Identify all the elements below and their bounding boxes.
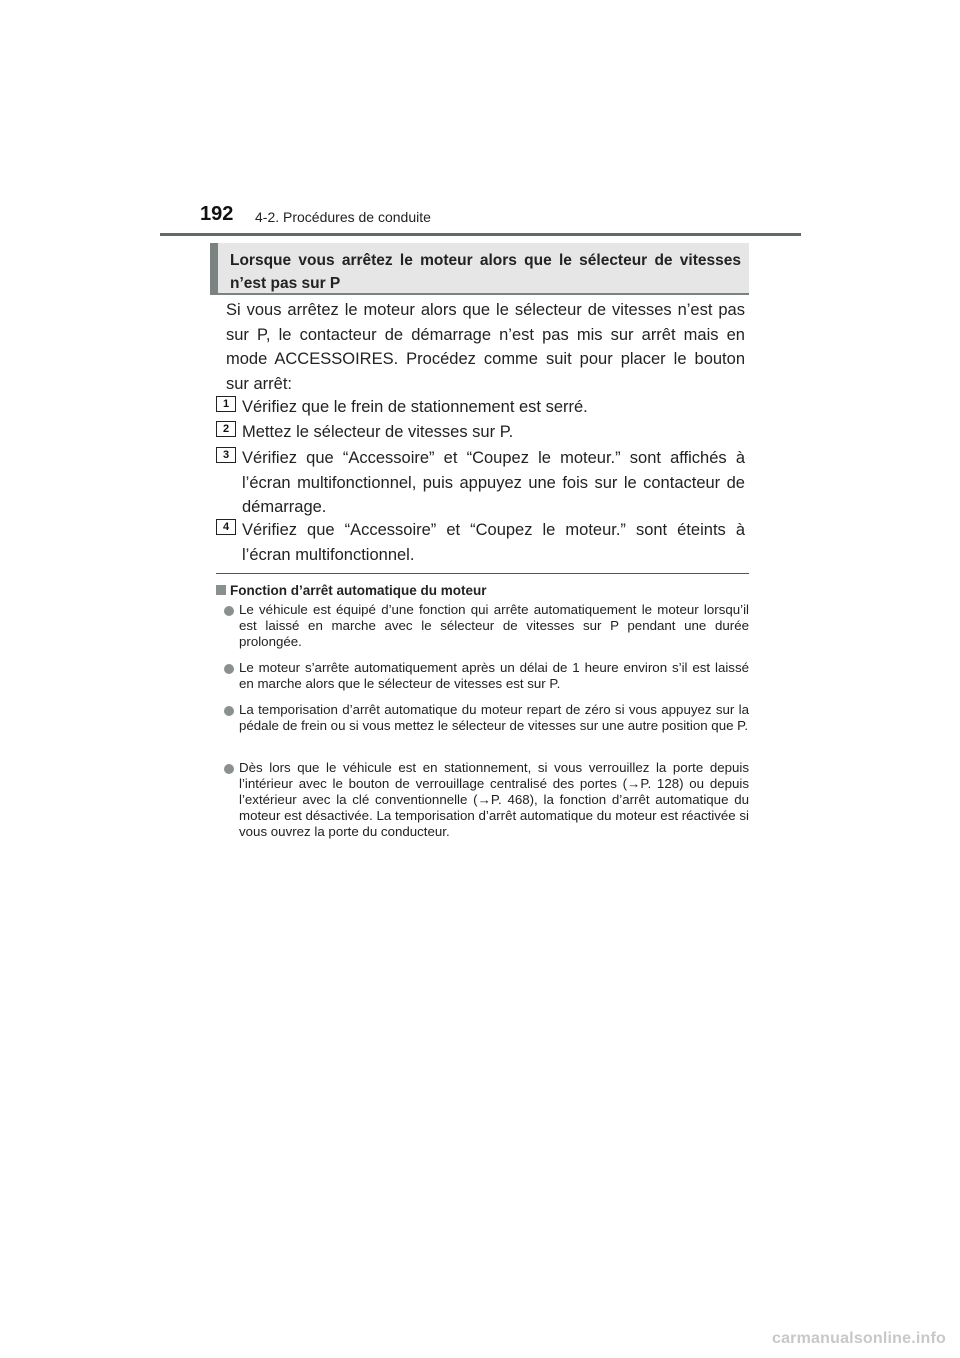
step-number-badge: 4: [216, 519, 236, 535]
bullet-icon: [224, 606, 234, 616]
note-text: Dès lors que le véhicule est en stationnement, si vous verrouillez la porte depuis l’intérieur avec le bouton de verrouillage centralisé des portes (→P. 128) ou depuis l’extérieur avec la clé conventionnelle (→P. 468), la fonction d’arrêt automatique du moteur est désactivée. La temporisation d’arrêt automatique du moteur est réactivée si vous ouvrez la porte du conducteur.: [239, 760, 749, 839]
section-title: Lorsque vous arrêtez le moteur alors que le sélecteur de vitesses n’est pas sur P: [230, 252, 741, 292]
notes-heading-text: Fonction d’arrêt automatique du moteur: [230, 583, 487, 598]
step-text: Mettez le sélecteur de vitesses sur P.: [242, 423, 514, 441]
notes-heading: [216, 583, 487, 598]
step-2: [216, 420, 745, 445]
note-text: La temporisation d’arrêt automatique du moteur repart de zéro si vous appuyez sur la pédale de frein ou si vous mettez le sélecteur de vitesses sur une autre position que P.: [239, 702, 749, 733]
bullet-icon: [224, 764, 234, 774]
square-bullet-icon: [216, 585, 226, 595]
step-text: Vérifiez que “Accessoire” et “Coupez le moteur.” sont éteints à l’écran multifonctionnel.: [242, 521, 745, 564]
step-text: Vérifiez que le frein de stationnement est serré.: [242, 398, 588, 416]
header-rule: [160, 233, 801, 236]
note-item-1: [224, 602, 749, 650]
watermark: carmanualsonline.info: [771, 1330, 946, 1347]
step-text: Vérifiez que “Accessoire” et “Coupez le moteur.” sont affichés à l’écran multifonctionnel, puis appuyez une fois sur le contacteur de démarrage.: [242, 449, 745, 516]
bullet-icon: [224, 706, 234, 716]
note-text: Le véhicule est équipé d’une fonction qui arrête automatiquement le moteur lorsqu’il est laissé en marche avec le sélecteur de vitesses sur P pendant une durée prolongée.: [239, 602, 749, 649]
step-number-badge: 2: [216, 421, 236, 437]
bullet-icon: [224, 664, 234, 674]
note-item-3: [224, 702, 749, 734]
section-heading-underline: [218, 293, 749, 295]
step-number-badge: 3: [216, 447, 236, 463]
step-4: [216, 518, 745, 567]
note-item-2: [224, 660, 749, 692]
step-3: [216, 446, 745, 520]
notes-rule: [216, 573, 749, 574]
chapter-title: 4-2. Procédures de conduite: [255, 209, 431, 225]
note-item-4: [224, 760, 749, 840]
step-1: [216, 395, 745, 420]
step-number-badge: 1: [216, 396, 236, 412]
page-number: 192: [200, 203, 234, 225]
intro-paragraph: Si vous arrêtez le moteur alors que le sélecteur de vitesses n’est pas sur P, le contacteur de démarrage n’est pas mis sur arrêt mais en mode ACCESSOIRES. Procédez comme suit pour placer le bouton sur arrêt:: [226, 301, 745, 393]
note-text: Le moteur s’arrête automatiquement après un délai de 1 heure environ s’il est laissé en marche alors que le sélecteur de vitesses est sur P.: [239, 660, 749, 691]
section-heading-box: [210, 243, 749, 295]
